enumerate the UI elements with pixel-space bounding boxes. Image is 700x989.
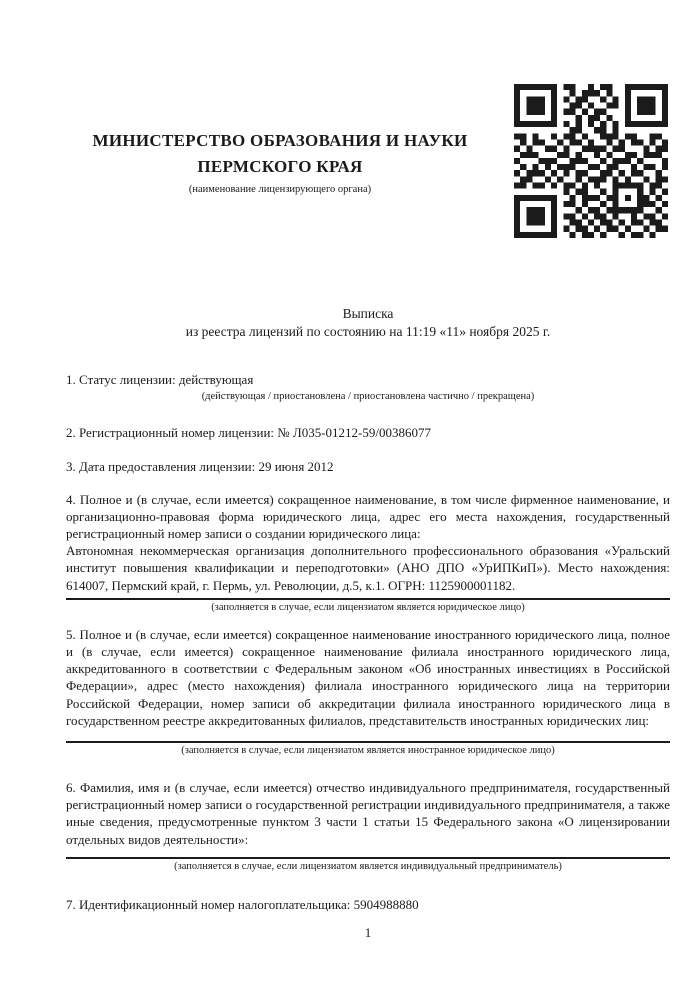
document-subtitle: из реестра лицензий по состоянию на 11:19 «11» ноября 2025 г.: [185, 324, 551, 339]
section-5-fill-line: [66, 741, 670, 743]
section-3-license-date: 3. Дата предоставления лицензии: 29 июня 2012: [66, 459, 334, 475]
section-6-note: (заполняется в случае, если лицензиатом является индивидуальный предприниматель): [174, 860, 562, 872]
section-6-text: 6. Фамилия, имя и (в случае, если имеется) отчество индивидуального предпринимателя, государственный регистрационный номер записи о государственной регистрации индивидуального предпринимателя, а также иные сведения, предусмотренные пунктом 3 части 1 статьи 15 Федерального закона «О лицензировании отдельных видов деятельности»:: [66, 780, 670, 847]
ministry-name-line2: ПЕРМСКОГО КРАЯ: [197, 156, 363, 176]
section-4-fill-line: [66, 598, 670, 600]
section-1-status: 1. Статус лицензии: действующая: [66, 372, 254, 387]
section-5-text: 5. Полное и (в случае, если имеется) сокращенное наименование иностранного юридического лица, полное и (в случае, если имеется) сокращенное наименование филиала иностранного юридического лица, аккредитованного в соответствии с Федеральным законом «Об иностранных инвестициях в Российской Федерации», адрес (место нахождения) филиала иностранного юридического лица на территории Российской Федерации, номер записи об аккредитации филиала иностранного юридического лица в государственном реестре аккредитованных филиалов, представительств иностранных юридических лиц:: [66, 626, 670, 728]
licensing-authority-caption: (наименование лицензирующего органа): [188, 184, 372, 195]
document-title: Выписка: [342, 306, 394, 321]
section-6-fill-line: [66, 857, 670, 859]
section-4-licensee-value: Автономная некоммерческая организация дополнительного профессионального образования «Уральский институт повышения квалификации и переподготовки» (АНО ДПО «УрИПКиП»). Место нахождения: 614007, Пермский край, г. Пермь, ул. Революции, д.5, к.1. ОГРН: 1125900001182.: [66, 543, 670, 593]
document-title-block: [66, 305, 670, 341]
section-1-note: (действующая / приостановлена / приостановлена частично / прекращена): [201, 391, 535, 403]
ministry-name-line1: МИНИСТЕРСТВО ОБРАЗОВАНИЯ И НАУКИ: [92, 131, 468, 150]
qr-code: [514, 84, 668, 238]
page-number: 1: [364, 925, 372, 941]
document-header: [0, 0, 700, 270]
document-body: [0, 305, 700, 941]
section-4-note: (заполняется в случае, если лицензиатом является юридическое лицо): [211, 601, 525, 613]
section-4-text: 4. Полное и (в случае, если имеется) сокращенное наименование, в том числе фирменное наименование, и организационно-правовая форма юридического лица, адрес его места нахождения, государственный регистрационный номер записи о создании юридического лица:: [66, 491, 670, 542]
licensing-authority-block: [64, 128, 496, 195]
section-5-note: (заполняется в случае, если лицензиатом является иностранное юридическое лицо): [181, 745, 555, 757]
section-7-inn: 7. Идентификационный номер налогоплательщика: 5904988880: [66, 896, 419, 912]
section-2-registration-number: 2. Регистрационный номер лицензии: № Л035-01212-59/00386077: [66, 425, 432, 441]
